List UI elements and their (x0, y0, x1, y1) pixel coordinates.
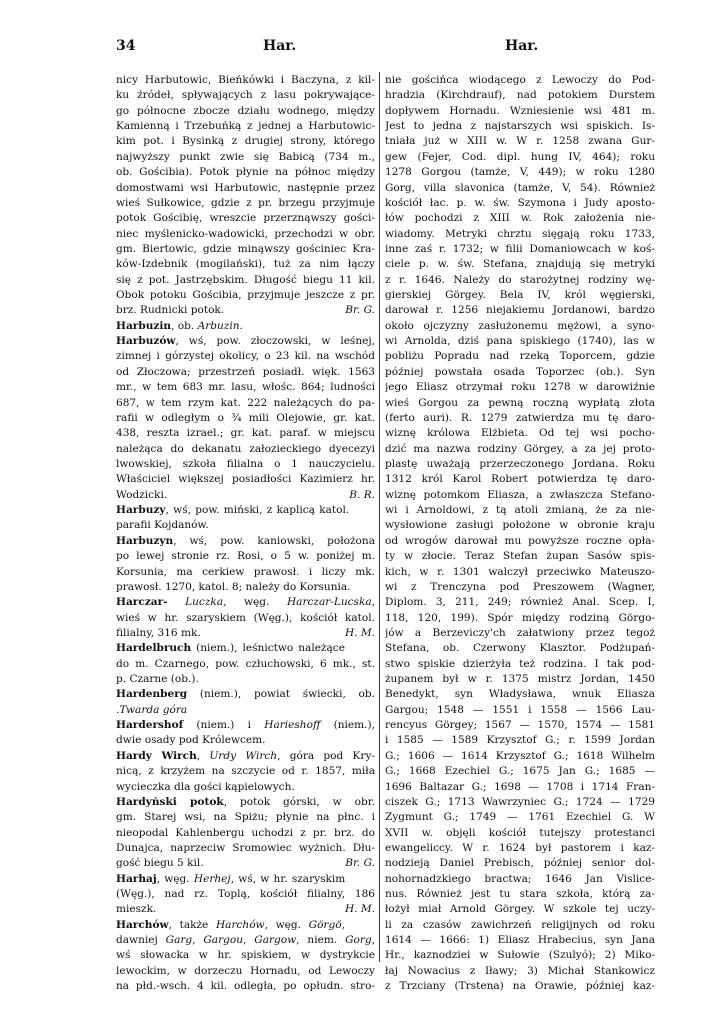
line-text: plastę uważają przerzeczonego Jordana. Roku (385, 457, 655, 470)
text-line (385, 227, 655, 242)
line-text: Właściciel większej posiadłości Kazimierz hr. (116, 473, 375, 486)
line-text: i 1585 — 1589 Krzysztof G.; r. 1599 Jordan (385, 734, 655, 747)
headword: Harbuzy (116, 504, 166, 517)
line-text: z Trzciany (Trstena) na Orawie, później kaz- (385, 980, 655, 993)
text-line (385, 503, 655, 518)
author-signature: Br. G. (345, 857, 375, 870)
text-line (385, 196, 655, 211)
text-line (385, 902, 655, 917)
line-text: Diplom. 3, 211, 249; również Anal. Scep. I, (385, 596, 655, 609)
line-text: Dunajca, naprzeciw Sromowiec wyżnich. Dłu- (116, 841, 375, 854)
line-text: , wś, pow. złoczowski, w leśnej, (175, 335, 375, 348)
line-text: 1696 Baltazar G.; 1698 — 1708 i 1714 Fran- (385, 780, 655, 793)
text-line (385, 826, 655, 841)
text-line (116, 964, 375, 979)
line-text: kościół łac. p. w. św. Szymona i Judy aposto- (385, 196, 655, 209)
text-line (385, 349, 655, 364)
line-text: stwo spiskie dzierżyła też rodzina. I tak pod- (385, 657, 655, 670)
text-line (116, 703, 375, 718)
headword: Hardenberg (116, 688, 188, 701)
text-line (385, 872, 655, 887)
line-text: gm. Starej wsi, na Spiżu; płynie na płnc. i (116, 811, 375, 824)
line-text: Stefana, ob. Czerwony Klasztor. Podżupań- (385, 642, 655, 655)
headword: Hardyński potok (116, 795, 224, 808)
line-text: Obok potoku Gościbia, przyjmuje jeszcze z pr. (116, 289, 375, 302)
text-line (116, 472, 375, 487)
text-line (385, 365, 655, 380)
line-text: na płd.-wsch. 4 kil. odległa, po opłudn. stro- (116, 980, 375, 993)
line-text: z r. 1646. Należy do starożytnej rodziny wę- (385, 273, 655, 286)
text-line (116, 933, 375, 948)
text-line (116, 457, 375, 472)
line-text: dopływem Hornadu. Wzniesienie wsi 481 m. (385, 104, 655, 117)
text-line (385, 856, 655, 871)
text-line (385, 795, 655, 810)
text-line (385, 887, 655, 902)
italic-text: Harczar-Lucska (286, 596, 372, 609)
italic-text: Gorg (345, 934, 372, 947)
line-text: wysłowione zasługi położone w obronie kraju (385, 519, 655, 532)
line-text: ciszek G.; 1713 Wawrzyniec G.; 1724 — 1729 (385, 795, 655, 808)
author-signature: H. M. (344, 903, 375, 916)
line-text (168, 596, 186, 608)
text-line (385, 780, 655, 795)
line-text: zimnej i górzystej okolicy, o 23 kil. na wschód (116, 350, 375, 363)
line-text: darował r. 1256 niejakiemu Jordanowi, bardzo (385, 304, 655, 317)
line-text: mr., w tem 683 mr. lasu, włośc. 864; ludności (116, 381, 375, 394)
line-text: pobliżu Popradu nad rzeką Toporcem, gdzie (385, 350, 655, 363)
text-line (116, 872, 375, 887)
text-line (385, 641, 655, 656)
line-text: , wś, w hr. szaryskim (230, 872, 346, 885)
line-text: niec myślenicko-wadowicki, przechodzi w obr. (116, 227, 375, 240)
text-line (116, 841, 375, 856)
text-line (116, 488, 375, 503)
line-text: wś słowacka w hr. spiskiem, w dystrykcie (116, 949, 375, 962)
text-line (385, 288, 655, 303)
line-text: gość biegu 5 kil. (116, 857, 204, 870)
text-line (385, 687, 655, 702)
italic-text: Görgö (308, 918, 342, 931)
line-text: nieopodal Kahlenbergu uchodzi z pr. brz. do (116, 826, 375, 839)
text-line (116, 826, 375, 841)
text-line (385, 211, 655, 226)
text-line (385, 319, 655, 334)
headword: Harhaj (116, 872, 157, 885)
line-text: 438, reszta izrael.; gr. kat. paraf. w miejscu (116, 427, 375, 440)
line-text: żupanem był w r. 1375 mistrz Jordan, 1450 (385, 673, 655, 686)
text-line (116, 780, 375, 795)
line-text: 118, 120, 199). Spór między rodziną Görgo- (385, 611, 655, 624)
line-text: od Złoczowa; przestrzeń posiadł. więk. 1563 (116, 365, 375, 378)
text-line (116, 641, 375, 656)
text-line (385, 534, 655, 549)
author-signature: H. M. (344, 626, 375, 639)
line-text: ciele p. w. św. Stefana, znajdują się metryki (385, 258, 655, 271)
line-text: , potok górski, w obr. (223, 795, 375, 808)
line-text: prawosł. 1270, katol. 8; należy do Korsunia. (116, 580, 351, 593)
line-text: wi z Trenczyna pod Preszowem (Wagner, (385, 580, 655, 593)
line-text: (Węg.), nad rz. Toplą, kościół filialny, 186 (116, 888, 375, 901)
text-line (116, 134, 375, 149)
line-text: kich, w r. 1301 walczył przeciwko Mateuszo- (385, 565, 655, 578)
italic-text: Urdy Wirch (209, 749, 278, 762)
text-line (116, 518, 375, 533)
italic-text: Harchów (215, 918, 265, 931)
italic-text: Herhej (193, 872, 231, 885)
line-text: go północne zbocze działu wodnego, między (116, 104, 375, 117)
text-line (385, 964, 655, 979)
text-line (116, 104, 375, 119)
text-line (116, 334, 375, 349)
line-text: jów a Berzeviczy'ch załatwiony przez tegoż (385, 626, 655, 639)
line-text: XVII w. objęli kościół tutejszy protestanci (385, 826, 655, 839)
text-line (385, 104, 655, 119)
text-line (385, 948, 655, 963)
text-line (116, 426, 375, 441)
text-line (116, 565, 375, 580)
italic-text: Twarda góra (119, 703, 188, 716)
line-text: rencyus Görgey; 1567 — 1570, 1574 — 1581 (385, 719, 655, 732)
line-text: inne zaś r. 1732; w filii Domaniowcach w koś- (385, 242, 655, 255)
line-text: . (116, 703, 120, 716)
text-line (385, 549, 655, 564)
line-text: , węg. (223, 596, 287, 609)
text-line (116, 196, 375, 211)
line-text: , ob. (171, 319, 198, 332)
text-line (116, 657, 375, 672)
text-line (116, 795, 375, 810)
text-line (385, 841, 655, 856)
text-line (116, 211, 375, 226)
line-text: dwie osady pod Królewcem. (116, 734, 266, 747)
text-line (116, 611, 375, 626)
text-line (385, 411, 655, 426)
line-text: , niem. (296, 934, 346, 947)
line-text: Hr., kaznodziei w Sułowie (Szulyó); 2) Miko- (385, 949, 655, 962)
text-line (385, 380, 655, 395)
line-text: tniała już w XIII w. W r. 1258 zwana Gur- (385, 135, 655, 148)
text-line (116, 242, 375, 257)
text-line (116, 902, 375, 917)
author-signature: B. R. (349, 488, 375, 501)
line-text: , wś, pow. miński, z kaplicą katol. (165, 504, 350, 517)
text-line (385, 472, 655, 487)
text-line (116, 733, 375, 748)
line-text: (niem.), (320, 719, 375, 732)
line-text: wieś Gorgou za pewną roczną wypłatą złota (385, 396, 655, 409)
line-text: G.; 1606 — 1614 Krzysztof G.; 1618 Wilhelm (385, 749, 655, 762)
line-text: gm. Biertowic, gdzie minąwszy gościniec Kra- (116, 242, 375, 255)
line-text: , góra pod Kry- (277, 749, 375, 762)
line-text: łów pochodzi z XIII w. Rok założenia nie- (385, 212, 655, 225)
text-line (385, 488, 655, 503)
line-text: nodzieją Daniel Prebisch, później senior dol- (385, 857, 655, 870)
line-text: lwowskiej, szkoła filialna o 1 nauczycielu. (116, 457, 375, 470)
left-running-head: Har. (263, 38, 297, 54)
text-line (385, 595, 655, 610)
text-line (116, 979, 375, 994)
text-line (116, 718, 375, 733)
text-line (385, 73, 655, 88)
text-line (116, 887, 375, 902)
text-line (116, 303, 375, 318)
line-text: nus. Również jest tu stara szkoła, którą za- (385, 888, 655, 901)
line-text: G.; 1668 Ezechiel G.; 1675 Jan G.; 1685 — (385, 765, 655, 778)
text-line (116, 273, 375, 288)
text-line (385, 273, 655, 288)
text-line (116, 764, 375, 779)
line-text: ty w złocie. Teraz Stefan żupan Sasów spis- (385, 550, 655, 563)
text-line (385, 626, 655, 641)
line-text: Gargou; 1548 — 1551 i 1558 — 1566 Lau- (385, 703, 655, 716)
text-line (116, 534, 375, 549)
line-text: Gorg, villa slavonica (tamże, V, 54). Również (385, 181, 655, 194)
text-line (385, 88, 655, 103)
text-line (385, 165, 655, 180)
line-text: Benedykt, syn Władysława, wnuk Eliasza (385, 688, 655, 701)
line-text: ków-Izdebnik (mogilański), tuż za nim łączy (116, 258, 375, 271)
line-text: (niem.), powiat świecki, ob. (187, 688, 375, 701)
line-text: lewockim, w dorzeczu Hornadu, od Lewoczy (116, 964, 375, 977)
text-line (116, 319, 375, 334)
headword: Hardy Wirch (116, 749, 197, 762)
text-line (116, 411, 375, 426)
line-text: wiadomy. Metryki chrztu sięgają roku 1733, (385, 227, 655, 240)
line-text: . (239, 319, 243, 332)
line-text: filialny, 316 mk. (116, 626, 201, 639)
line-text: brz. Rudnicki potok. (116, 304, 225, 317)
text-line (385, 303, 655, 318)
page-header (0, 38, 720, 58)
column-divider (379, 72, 380, 962)
text-line (385, 334, 655, 349)
line-text: hradzia (Kirchdrauf), nad potokiem Durstem (385, 89, 655, 102)
text-line (385, 764, 655, 779)
italic-text: Luczka (185, 596, 224, 609)
line-text: , (371, 934, 375, 947)
line-text: łożył miał Arnold Görgey. W szkole tej uczy- (385, 903, 655, 916)
text-line (116, 349, 375, 364)
headword: Harbuzin (116, 319, 172, 332)
line-text: mieszk. (116, 903, 157, 916)
text-line (385, 810, 655, 825)
right-column (385, 73, 655, 995)
text-line (385, 672, 655, 687)
line-text: Korsunia, ma cerkiew prawosł. i liczy mk. (116, 565, 375, 578)
line-text: (niem.), leśnictwo należące (191, 642, 345, 655)
italic-text: Garg, Gargou, Gargow (165, 934, 297, 947)
headword: Harbuzów (116, 335, 176, 348)
text-line (116, 580, 375, 595)
text-line (116, 503, 375, 518)
line-text: Kamienną i Trzebuńką z jednej a Harbutowic- (116, 120, 375, 133)
line-text: kim pot. i Bysinką z drugiej strony, którego (116, 135, 375, 148)
text-line (116, 810, 375, 825)
text-line (385, 703, 655, 718)
line-text: , (196, 749, 210, 762)
text-line (116, 672, 375, 687)
line-text: gierskiej Görgey. Bela IV, król węgierski, (385, 289, 655, 302)
text-line (116, 380, 375, 395)
line-text: nicą, z krzyżem na szczycie od r. 1857, miła (116, 765, 375, 778)
text-line (385, 657, 655, 672)
line-text: rafii w odległym o ¾ mili Olejowie, gr. kat. (116, 411, 375, 424)
line-text: Wodzicki. (116, 488, 168, 501)
line-text: wi Arnolda, dziś pana spiskiego (1740), las w (385, 335, 655, 348)
line-text: po lewej stronie rz. Rosi, o 5 w. poniżej m. (116, 550, 375, 563)
italic-text: Arbuzin (197, 319, 240, 332)
left-column (116, 73, 375, 995)
page-number: 34 (116, 38, 136, 54)
line-text: jego Eliasz otrzymał roku 1278 w darowiźnie (385, 381, 655, 394)
text-line (116, 626, 375, 641)
line-text: dzić ma nazwa rodziny Görgey, a za jej proto- (385, 442, 655, 455)
line-text: łaj Nowacius z Iławy; 3) Michał Stankowicz (385, 964, 655, 977)
text-line (385, 181, 655, 196)
text-line (385, 150, 655, 165)
text-line (116, 88, 375, 103)
line-text: się z pot. Jastrzębskim. Długość biegu 11 kil. (116, 273, 375, 286)
line-text: potok Gościbię, wreszcie przerznąwszy gości- (116, 212, 375, 225)
line-text: 1278 Gorgou (tamże, V, 449); w roku 1280 (385, 166, 655, 179)
line-text: (ferto auri). R. 1279 zatwierdza mu tę daro- (385, 411, 655, 424)
line-text: , wś, pow. kaniowski, położona (173, 534, 375, 547)
line-text: nohornadzkiego bractwa; 1646 Jan Vislice- (385, 872, 655, 885)
text-line (385, 457, 655, 472)
line-text: p. Czarne (ob.). (116, 673, 199, 686)
line-text: wiznę królowa Elżbieta. Od tej wsi pocho- (385, 427, 655, 440)
text-line (385, 242, 655, 257)
text-line (116, 257, 375, 272)
line-text: , (371, 596, 375, 609)
text-line (385, 611, 655, 626)
text-line (116, 442, 375, 457)
text-line (116, 119, 375, 134)
line-text: wycieczka dla gości kąpielowych. (116, 780, 295, 793)
text-line (116, 165, 375, 180)
text-line (385, 979, 655, 994)
text-line (116, 227, 375, 242)
text-line (116, 687, 375, 702)
right-running-head: Har. (505, 38, 539, 54)
line-text: parafii Kojdanów. (116, 519, 209, 532)
line-text: ob. Gościbia). Potok płynie na północ między (116, 166, 375, 179)
text-line (385, 134, 655, 149)
line-text: , węg. (156, 872, 194, 885)
text-line (116, 948, 375, 963)
line-text: należąca do dekanatu załozieckiego dyecezyi (116, 442, 375, 455)
line-text: wieś w hr. szaryskiem (Węg.), kościół katol. (116, 611, 375, 624)
line-text: od wrogów darował mu powyższe roczne opła- (385, 534, 655, 547)
text-line (385, 933, 655, 948)
text-line (116, 918, 375, 933)
text-line (116, 365, 375, 380)
line-text: wiznę potomkom Eliasza, a zwłaszcza Stefano- (385, 488, 655, 501)
text-line (385, 426, 655, 441)
text-line (116, 73, 375, 88)
text-line (385, 565, 655, 580)
text-line (116, 288, 375, 303)
text-line (385, 518, 655, 533)
headword: Hardelbruch (116, 642, 192, 655)
line-text: ku źródeł, spływających z lasu pokrywające- (116, 89, 375, 102)
line-text: 1312 król Karol Robert potwierdza tę daro- (385, 473, 655, 486)
line-text: domostwami wsi Harbutowic, następnie przez (116, 181, 375, 194)
text-line (385, 442, 655, 457)
text-line (385, 733, 655, 748)
line-text: wieś Sułkowice, gdzie z pr. brzegu przyjmuje (116, 196, 375, 209)
line-text: nie gościńca wiodącego z Lewoczy do Pod- (385, 74, 655, 86)
line-text: , węg. (264, 918, 309, 931)
line-text: dawniej (116, 934, 166, 947)
text-line (385, 257, 655, 272)
text-line (116, 595, 375, 610)
line-text: 1614 — 1666: 1) Eliasz Hrabecius, syn Jana (385, 934, 655, 947)
line-text: później powstała osada Toporzec (ob.). Syn (385, 365, 655, 378)
text-line (385, 396, 655, 411)
line-text: , także (168, 918, 216, 931)
text-line (116, 181, 375, 196)
headword: Harchów (116, 918, 169, 931)
text-line (385, 580, 655, 595)
headword: Harbuzyn (116, 534, 174, 547)
author-signature: Br. G. (345, 304, 375, 317)
text-line (385, 119, 655, 134)
line-text: nicy Harbutowic, Bieńkówki i Baczyna, z kil- (116, 74, 375, 86)
text-line (385, 718, 655, 733)
line-text: , (341, 918, 345, 931)
line-text: gew (Fejer, Cod. dipl. hung IV, 464); roku (385, 150, 655, 163)
headword: Harczar- (116, 596, 168, 609)
line-text: około ojczyzny zasłużonemu mężowi, a syno- (385, 319, 655, 332)
line-text: do m. Czarnego, pow. człuchowski, 6 mk., st. (116, 657, 375, 670)
text-line (116, 150, 375, 165)
line-text: (niem.) i (183, 719, 265, 732)
text-line (385, 918, 655, 933)
line-text: li za czasów zawichrzeń religijnych od roku (385, 918, 655, 931)
line-text: Jest to jedna z najstarszych wsi spiskich. Is- (385, 120, 655, 133)
text-line (116, 549, 375, 564)
text-line (116, 396, 375, 411)
headword: Hardershof (116, 719, 184, 732)
line-text: wi i Arnoldowi, z tą atoli zmianą, że za nie- (385, 504, 655, 517)
text-line (116, 749, 375, 764)
italic-text: Harieshoff (264, 719, 321, 732)
line-text: 687, w tem rzym kat. 222 należących do pa- (116, 396, 375, 409)
line-text: Zygmunt G.; 1749 — 1761 Ezechiel G. W (385, 811, 655, 824)
line-text: najwyższy punkt zwie się Babicą (734 m., (116, 150, 375, 163)
text-line (116, 856, 375, 871)
text-line (385, 749, 655, 764)
line-text: ewangeliccy. W r. 1624 był pastorem i kaz- (385, 841, 655, 854)
